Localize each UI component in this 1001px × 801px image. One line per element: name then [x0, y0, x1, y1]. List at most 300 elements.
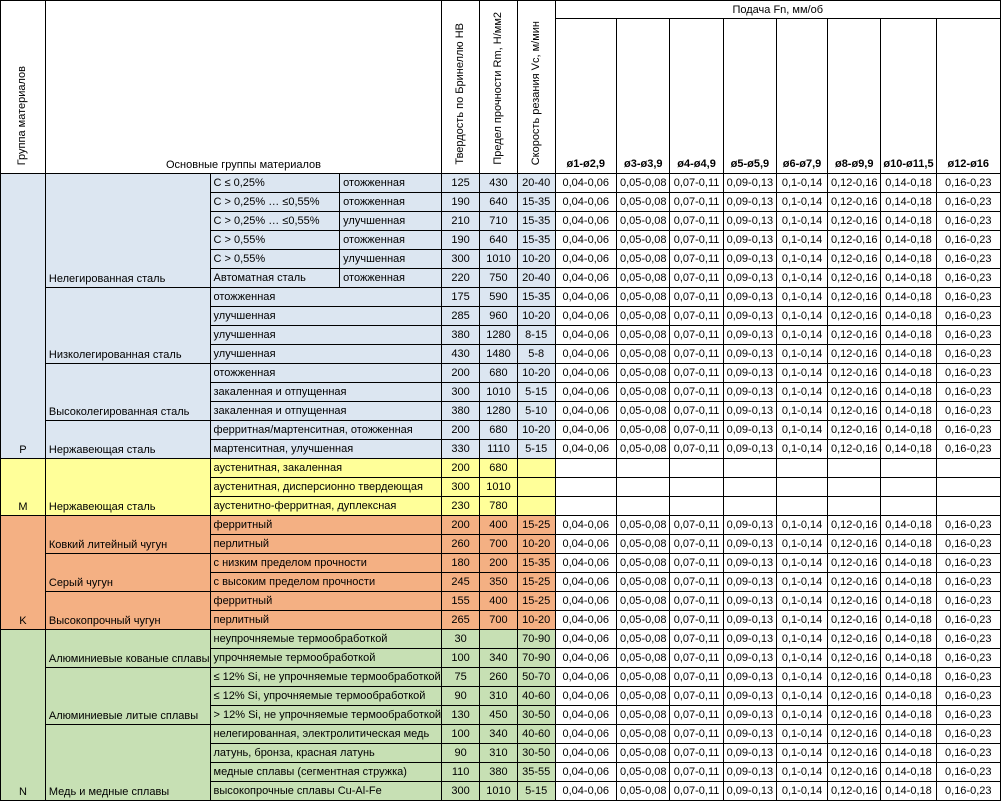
table-header: [1, 1, 1001, 174]
cell-feed: 0,05-0,08: [617, 250, 670, 269]
cell-feed: [881, 497, 936, 516]
cell-speed: 8-15: [517, 326, 555, 345]
cell-feed: 0,09-0,13: [723, 288, 776, 307]
header-strength-column: [480, 1, 518, 174]
cell-feed: 0,16-0,23: [936, 744, 1000, 763]
cell-subgroup-name: Низколегированная сталь: [45, 288, 210, 364]
cell-feed: 0,16-0,23: [936, 193, 1000, 212]
cell-feed: [617, 459, 670, 478]
cell-feed: 0,14-0,18: [881, 725, 936, 744]
cell-feed: 0,09-0,13: [723, 440, 776, 459]
cell-feed: 0,1-0,14: [777, 763, 828, 782]
cell-feed: 0,07-0,11: [670, 269, 723, 288]
cell-feed: 0,09-0,13: [723, 611, 776, 630]
cell-material: ≤ 12% Si, не упрочняемые термообработкой: [210, 668, 442, 687]
cell-strength: 640: [480, 193, 518, 212]
cell-feed: 0,12-0,16: [827, 706, 880, 725]
cell-feed: 0,09-0,13: [723, 212, 776, 231]
cell-feed: 0,14-0,18: [881, 421, 936, 440]
cell-feed: 0,1-0,14: [777, 326, 828, 345]
cell-strength: 680: [480, 459, 518, 478]
cell-feed: 0,07-0,11: [670, 440, 723, 459]
cell-strength: 310: [480, 744, 518, 763]
feed-diameter-col-8: ø12-ø16: [936, 19, 1000, 174]
cell-hardness: 110: [442, 763, 480, 782]
cell-speed: 20-40: [517, 174, 555, 193]
cell-feed: 0,1-0,14: [777, 288, 828, 307]
material-row: [1, 592, 1001, 611]
cell-feed: 0,16-0,23: [936, 687, 1000, 706]
cell-feed: 0,1-0,14: [777, 231, 828, 250]
cell-feed: 0,04-0,06: [555, 687, 617, 706]
cell-feed: [777, 497, 828, 516]
cell-material: нелегированная, электролитическая медь: [210, 725, 442, 744]
cell-speed: [517, 497, 555, 516]
cell-feed: 0,1-0,14: [777, 554, 828, 573]
cell-feed: 0,1-0,14: [777, 364, 828, 383]
cell-feed: 0,07-0,11: [670, 250, 723, 269]
cell-feed: 0,07-0,11: [670, 326, 723, 345]
feed-diameter-col-5: ø6-ø7,9: [777, 19, 828, 174]
cell-speed: 70-90: [517, 630, 555, 649]
cell-feed: 0,12-0,16: [827, 421, 880, 440]
cell-hardness: 330: [442, 440, 480, 459]
feed-diameter-col-6: ø8-ø9,9: [827, 19, 880, 174]
cell-feed: 0,12-0,16: [827, 592, 880, 611]
cell-feed: 0,05-0,08: [617, 231, 670, 250]
cell-material: перлитный: [210, 535, 442, 554]
cell-feed: 0,1-0,14: [777, 383, 828, 402]
cell-feed: 0,05-0,08: [617, 421, 670, 440]
cell-strength: 260: [480, 668, 518, 687]
cell-hardness: 300: [442, 478, 480, 497]
cell-feed: 0,09-0,13: [723, 402, 776, 421]
cell-feed: [723, 478, 776, 497]
cell-feed: 0,07-0,11: [670, 345, 723, 364]
cell-feed: 0,09-0,13: [723, 516, 776, 535]
feed-diameter-col-1: ø1-ø2,9: [555, 19, 617, 174]
cell-feed: [881, 459, 936, 478]
cell-material: улучшенная: [210, 307, 442, 326]
cell-feed: 0,04-0,06: [555, 573, 617, 592]
cell-feed: 0,07-0,11: [670, 763, 723, 782]
cell-feed: 0,16-0,23: [936, 725, 1000, 744]
cell-feed: 0,14-0,18: [881, 744, 936, 763]
cell-feed: 0,14-0,18: [881, 326, 936, 345]
cell-hardness: 90: [442, 687, 480, 706]
cell-feed: 0,09-0,13: [723, 307, 776, 326]
cell-feed: 0,09-0,13: [723, 687, 776, 706]
cell-feed: 0,05-0,08: [617, 687, 670, 706]
material-row: [1, 288, 1001, 307]
cell-feed: [777, 478, 828, 497]
cell-feed: 0,16-0,23: [936, 763, 1000, 782]
cell-feed: [723, 459, 776, 478]
cell-material: улучшенная: [210, 326, 442, 345]
cell-speed: [517, 459, 555, 478]
cell-feed: 0,14-0,18: [881, 630, 936, 649]
cell-material: отожженная: [210, 364, 442, 383]
cell-feed: [555, 478, 617, 497]
cell-feed: 0,1-0,14: [777, 174, 828, 193]
cell-material: ферритная/мартенситная, отожженная: [210, 421, 442, 440]
cell-speed: 10-20: [517, 307, 555, 326]
cell-feed: 0,09-0,13: [723, 269, 776, 288]
cell-feed: 0,16-0,23: [936, 611, 1000, 630]
cell-hardness: 210: [442, 212, 480, 231]
cell-feed: [777, 459, 828, 478]
cell-subgroup-name: Ковкий литейный чугун: [45, 516, 210, 554]
cell-feed: 0,07-0,11: [670, 782, 723, 801]
cell-feed: 0,16-0,23: [936, 345, 1000, 364]
cell-strength: 710: [480, 212, 518, 231]
cell-speed: 5-15: [517, 440, 555, 459]
cell-feed: 0,04-0,06: [555, 535, 617, 554]
cell-feed: 0,1-0,14: [777, 687, 828, 706]
cell-feed: 0,16-0,23: [936, 440, 1000, 459]
cell-hardness: 155: [442, 592, 480, 611]
cell-feed: 0,09-0,13: [723, 782, 776, 801]
cell-hardness: 380: [442, 402, 480, 421]
cell-feed: [670, 459, 723, 478]
cell-feed: 0,04-0,06: [555, 174, 617, 193]
cell-feed: 0,05-0,08: [617, 383, 670, 402]
cell-speed: 15-25: [517, 573, 555, 592]
cell-feed: 0,07-0,11: [670, 402, 723, 421]
cell-material: ферритный: [210, 592, 442, 611]
cell-material: улучшенная: [210, 345, 442, 364]
cell-feed: 0,09-0,13: [723, 383, 776, 402]
cell-hardness: 285: [442, 307, 480, 326]
header-top-row: [1, 1, 1001, 19]
cell-feed: 0,07-0,11: [670, 364, 723, 383]
cell-feed: 0,07-0,11: [670, 193, 723, 212]
cell-feed: 0,16-0,23: [936, 364, 1000, 383]
cell-strength: 1010: [480, 383, 518, 402]
cell-strength: 960: [480, 307, 518, 326]
cell-feed: [936, 497, 1000, 516]
cell-feed: 0,16-0,23: [936, 630, 1000, 649]
cell-strength: 430: [480, 174, 518, 193]
cell-hardness: 300: [442, 250, 480, 269]
cell-feed: 0,14-0,18: [881, 440, 936, 459]
cell-material: высокопрочные сплавы Cu-Al-Fe: [210, 782, 442, 801]
cell-condition: улучшенная: [340, 212, 442, 231]
cell-material: > 12% Si, не упрочняемые термообработкой: [210, 706, 442, 725]
cell-feed: 0,07-0,11: [670, 554, 723, 573]
cell-feed: 0,09-0,13: [723, 326, 776, 345]
cell-feed: 0,05-0,08: [617, 668, 670, 687]
cell-feed: 0,05-0,08: [617, 592, 670, 611]
cell-hardness: 220: [442, 269, 480, 288]
cell-feed: 0,07-0,11: [670, 611, 723, 630]
cell-feed: 0,07-0,11: [670, 687, 723, 706]
cell-feed: 0,09-0,13: [723, 649, 776, 668]
cell-feed: 0,12-0,16: [827, 212, 880, 231]
cell-feed: 0,16-0,23: [936, 250, 1000, 269]
cell-feed: 0,04-0,06: [555, 668, 617, 687]
cell-feed: 0,1-0,14: [777, 212, 828, 231]
cell-feed: 0,1-0,14: [777, 250, 828, 269]
cell-feed: 0,07-0,11: [670, 630, 723, 649]
cell-hardness: 245: [442, 573, 480, 592]
cell-feed: 0,07-0,11: [670, 725, 723, 744]
cell-feed: 0,14-0,18: [881, 535, 936, 554]
cell-feed: [723, 497, 776, 516]
cell-speed: 50-70: [517, 668, 555, 687]
cell-feed: 0,05-0,08: [617, 573, 670, 592]
cell-material: C > 0,25% … ≤0,55%: [210, 212, 340, 231]
cell-speed: 15-35: [517, 212, 555, 231]
cell-feed: 0,14-0,18: [881, 212, 936, 231]
cell-feed: 0,14-0,18: [881, 364, 936, 383]
materials-table-body: [1, 174, 1001, 801]
cell-feed: 0,04-0,06: [555, 250, 617, 269]
cell-feed: 0,12-0,16: [827, 725, 880, 744]
cell-feed: 0,16-0,23: [936, 383, 1000, 402]
cell-feed: [936, 478, 1000, 497]
cell-feed: 0,07-0,11: [670, 516, 723, 535]
cell-speed: 15-35: [517, 193, 555, 212]
cell-material: ферритный: [210, 516, 442, 535]
cell-feed: 0,14-0,18: [881, 269, 936, 288]
cell-hardness: 300: [442, 383, 480, 402]
cell-feed: 0,14-0,18: [881, 649, 936, 668]
cell-feed: [881, 478, 936, 497]
group-column-label: Группа материалов: [16, 65, 29, 165]
cell-feed: [617, 478, 670, 497]
cell-hardness: 300: [442, 782, 480, 801]
cell-speed: 20-40: [517, 269, 555, 288]
cell-feed: [670, 478, 723, 497]
cell-feed: 0,04-0,06: [555, 402, 617, 421]
cell-strength: 780: [480, 497, 518, 516]
cell-feed: 0,1-0,14: [777, 592, 828, 611]
cell-feed: 0,05-0,08: [617, 174, 670, 193]
cell-feed: 0,16-0,23: [936, 402, 1000, 421]
cell-feed: 0,04-0,06: [555, 516, 617, 535]
cell-hardness: 180: [442, 554, 480, 573]
cell-subgroup-name: Нелегированная сталь: [45, 174, 210, 288]
cell-feed: 0,1-0,14: [777, 345, 828, 364]
cell-feed: 0,09-0,13: [723, 231, 776, 250]
cell-feed: 0,05-0,08: [617, 440, 670, 459]
cell-strength: 200: [480, 554, 518, 573]
cell-feed: 0,04-0,06: [555, 212, 617, 231]
cell-feed: 0,04-0,06: [555, 592, 617, 611]
cell-hardness: 100: [442, 725, 480, 744]
cell-speed: 35-55: [517, 763, 555, 782]
cell-strength: 1010: [480, 478, 518, 497]
cell-speed: [517, 478, 555, 497]
cell-feed: 0,14-0,18: [881, 763, 936, 782]
cell-feed: [555, 459, 617, 478]
cell-feed: 0,1-0,14: [777, 402, 828, 421]
cell-feed: 0,04-0,06: [555, 364, 617, 383]
cell-hardness: 190: [442, 193, 480, 212]
cell-feed: [555, 497, 617, 516]
cell-feed: 0,09-0,13: [723, 592, 776, 611]
strength-column-label: Предел прочности Rm, Н/мм2: [491, 12, 504, 165]
cell-feed: 0,07-0,11: [670, 421, 723, 440]
cell-feed: 0,12-0,16: [827, 535, 880, 554]
cell-feed: 0,04-0,06: [555, 383, 617, 402]
cell-feed: 0,05-0,08: [617, 345, 670, 364]
cell-feed: 0,1-0,14: [777, 744, 828, 763]
cell-hardness: 130: [442, 706, 480, 725]
cell-feed: 0,12-0,16: [827, 782, 880, 801]
cell-speed: 10-20: [517, 421, 555, 440]
cell-feed: 0,09-0,13: [723, 535, 776, 554]
cell-strength: 1480: [480, 345, 518, 364]
feed-diameter-col-4: ø5-ø5,9: [723, 19, 776, 174]
cell-group-letter: K: [1, 516, 46, 630]
cell-feed: 0,1-0,14: [777, 706, 828, 725]
cell-feed: 0,12-0,16: [827, 440, 880, 459]
cell-feed: 0,12-0,16: [827, 174, 880, 193]
cell-feed: 0,1-0,14: [777, 307, 828, 326]
cell-feed: 0,14-0,18: [881, 402, 936, 421]
cell-feed: 0,14-0,18: [881, 383, 936, 402]
cell-feed: 0,07-0,11: [670, 744, 723, 763]
cell-material: Автоматная сталь: [210, 269, 340, 288]
cell-feed: 0,09-0,13: [723, 573, 776, 592]
cell-feed: 0,05-0,08: [617, 364, 670, 383]
cell-feed: 0,05-0,08: [617, 630, 670, 649]
cell-hardness: 265: [442, 611, 480, 630]
cell-condition: улучшенная: [340, 250, 442, 269]
cell-feed: 0,07-0,11: [670, 573, 723, 592]
cell-feed: 0,12-0,16: [827, 364, 880, 383]
cell-feed: 0,12-0,16: [827, 193, 880, 212]
cell-feed: 0,04-0,06: [555, 649, 617, 668]
feed-diameter-col-7: ø10-ø11,5: [881, 19, 936, 174]
cell-feed: 0,09-0,13: [723, 345, 776, 364]
cell-feed: 0,04-0,06: [555, 288, 617, 307]
cell-feed: 0,12-0,16: [827, 269, 880, 288]
cell-subgroup-name: Высокопрочный чугун: [45, 592, 210, 630]
cell-strength: 310: [480, 687, 518, 706]
cell-feed: 0,14-0,18: [881, 345, 936, 364]
cell-feed: 0,07-0,11: [670, 706, 723, 725]
cell-feed: 0,05-0,08: [617, 554, 670, 573]
cell-feed: 0,07-0,11: [670, 307, 723, 326]
cell-feed: 0,07-0,11: [670, 288, 723, 307]
cell-feed: 0,16-0,23: [936, 174, 1000, 193]
cell-strength: 680: [480, 421, 518, 440]
cell-speed: 30-50: [517, 706, 555, 725]
cell-feed: 0,14-0,18: [881, 307, 936, 326]
cell-material: упрочняемые термообработкой: [210, 649, 442, 668]
cell-material: отожженная: [210, 288, 442, 307]
header-group-column: [1, 1, 46, 174]
cell-feed: 0,1-0,14: [777, 573, 828, 592]
cell-feed: 0,09-0,13: [723, 364, 776, 383]
cell-hardness: 125: [442, 174, 480, 193]
cell-feed: 0,04-0,06: [555, 611, 617, 630]
cell-feed: 0,05-0,08: [617, 744, 670, 763]
cell-material: C ≤ 0,25%: [210, 174, 340, 193]
cell-feed: 0,09-0,13: [723, 250, 776, 269]
cell-hardness: 260: [442, 535, 480, 554]
cell-feed: [827, 497, 880, 516]
cell-feed: 0,12-0,16: [827, 345, 880, 364]
cell-subgroup-name: Алюминиевые литые сплавы: [45, 668, 210, 725]
cell-feed: 0,04-0,06: [555, 763, 617, 782]
cell-speed: 15-25: [517, 592, 555, 611]
cell-feed: 0,14-0,18: [881, 706, 936, 725]
cell-feed: 0,07-0,11: [670, 174, 723, 193]
cell-feed: 0,16-0,23: [936, 231, 1000, 250]
material-row: [1, 668, 1001, 687]
cell-hardness: 90: [442, 744, 480, 763]
cell-feed: 0,12-0,16: [827, 611, 880, 630]
cell-hardness: 75: [442, 668, 480, 687]
cell-feed: 0,05-0,08: [617, 611, 670, 630]
material-row: [1, 554, 1001, 573]
cell-strength: [480, 630, 518, 649]
cell-material: аустенитно-ферритная, дуплексная: [210, 497, 442, 516]
cell-subgroup-name: Алюминиевые кованые сплавы: [45, 630, 210, 668]
cell-material: с низким пределом прочности: [210, 554, 442, 573]
cell-strength: 1010: [480, 250, 518, 269]
cell-feed: 0,14-0,18: [881, 573, 936, 592]
cell-feed: 0,04-0,06: [555, 421, 617, 440]
cell-feed: 0,12-0,16: [827, 630, 880, 649]
cell-hardness: 200: [442, 516, 480, 535]
cell-subgroup-name: Высоколегированная сталь: [45, 364, 210, 421]
cell-feed: 0,12-0,16: [827, 763, 880, 782]
cell-strength: 640: [480, 231, 518, 250]
cell-subgroup-name: Серый чугун: [45, 554, 210, 592]
hardness-column-label: Твердость по Бринеллю HB: [454, 23, 467, 165]
cell-subgroup-name: Медь и медные сплавы: [45, 725, 210, 801]
cell-feed: 0,04-0,06: [555, 706, 617, 725]
cell-feed: 0,07-0,11: [670, 592, 723, 611]
cell-feed: 0,1-0,14: [777, 269, 828, 288]
cell-speed: 15-35: [517, 288, 555, 307]
cell-speed: 40-60: [517, 687, 555, 706]
cell-speed: 15-35: [517, 231, 555, 250]
cell-feed: 0,14-0,18: [881, 687, 936, 706]
cell-group-letter: N: [1, 630, 46, 801]
cell-strength: 400: [480, 516, 518, 535]
cell-feed: 0,04-0,06: [555, 630, 617, 649]
cell-feed: 0,05-0,08: [617, 212, 670, 231]
cell-strength: 750: [480, 269, 518, 288]
cell-strength: 380: [480, 763, 518, 782]
cell-feed: 0,1-0,14: [777, 649, 828, 668]
cell-feed: 0,12-0,16: [827, 554, 880, 573]
cell-condition: отожженная: [340, 231, 442, 250]
cell-feed: 0,04-0,06: [555, 744, 617, 763]
cell-material: аустенитная, дисперсионно твердеющая: [210, 478, 442, 497]
cell-feed: 0,09-0,13: [723, 706, 776, 725]
cell-feed: 0,16-0,23: [936, 706, 1000, 725]
speed-column-label: Скорость резания Vc, м/мин: [529, 20, 542, 165]
cell-feed: 0,14-0,18: [881, 231, 936, 250]
material-row: [1, 630, 1001, 649]
cell-strength: 400: [480, 592, 518, 611]
cell-material: C > 0,25% … ≤0,55%: [210, 193, 340, 212]
cell-feed: 0,12-0,16: [827, 231, 880, 250]
cell-feed: 0,14-0,18: [881, 288, 936, 307]
cell-feed: 0,16-0,23: [936, 592, 1000, 611]
cell-material: C > 0,55%: [210, 250, 340, 269]
cell-feed: 0,07-0,11: [670, 535, 723, 554]
cell-feed: 0,12-0,16: [827, 250, 880, 269]
cell-feed: [617, 497, 670, 516]
